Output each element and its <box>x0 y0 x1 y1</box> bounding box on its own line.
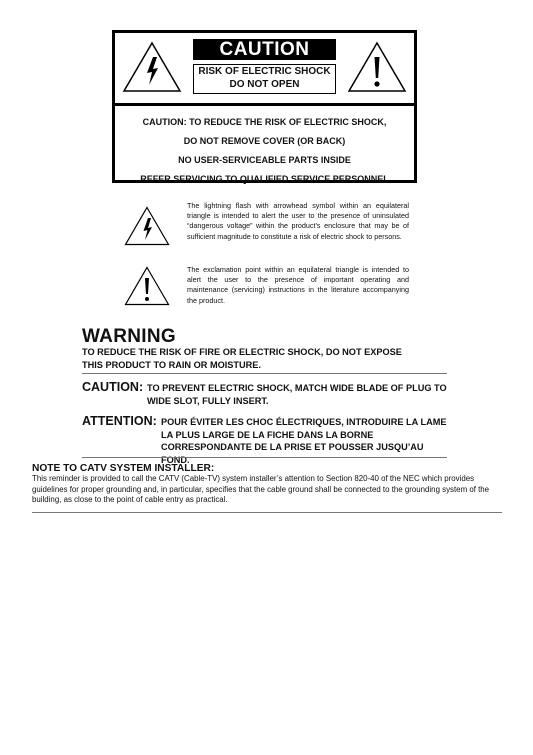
plug-caution-text: TO PREVENT ELECTRIC SHOCK, MATCH WIDE BLADE OF PLUG TO WIDE SLOT, FULLY INSERT. <box>147 383 447 406</box>
caution-line: DO NOT REMOVE COVER (OR BACK) <box>183 136 346 146</box>
warning-title: WARNING <box>82 326 176 347</box>
warning-text: TO REDUCE THE RISK OF FIRE OR ELECTRIC SHOCK, DO NOT EXPOSE THIS PRODUCT TO RAIN OR MOISTURE. <box>82 347 402 370</box>
caution-label-header <box>115 33 414 106</box>
attention-label: ATTENTION: <box>82 414 157 428</box>
divider <box>82 373 447 374</box>
caution-line: NO USER-SERVICEABLE PARTS INSIDE <box>178 155 351 165</box>
lightning-warning-icon <box>122 41 182 93</box>
caution-label-box <box>112 30 417 183</box>
lightning-triangle-icon <box>124 206 170 246</box>
attention-text: POUR ÉVITER LES CHOC ÉLECTRIQUES, INTRODUIRE LA LAME LA PLUS LARGE DE LA FICHE DANS LA BORNE CORRESPONDANTE DE LA PRISE ET POUSSER JUSQU’AU FOND. <box>161 417 447 465</box>
caution-line: CAUTION: TO REDUCE THE RISK OF ELECTRIC SHOCK, <box>142 117 387 127</box>
caution-instructions <box>115 113 414 189</box>
exclamation-warning-icon <box>347 41 407 93</box>
exclamation-triangle-icon <box>124 266 170 306</box>
lightning-symbol-description: The lightning flash with arrowhead symbol within an equilateral triangle is intended to alert the user to the presence of uninsulated “dangerous voltage” within the product’s enclosure that may be of sufficient magnitude to constitute a risk of electric shock to persons. <box>187 201 409 241</box>
caution-banner: CAUTION <box>193 39 336 60</box>
divider <box>32 512 502 513</box>
divider <box>82 457 447 458</box>
exclamation-symbol-description: The exclamation point within an equilateral triangle is intended to alert the user to the presence of important operating and maintenance (servicing) instructions in the literature accompanying the product. <box>187 265 409 305</box>
caution-subtitle-line2: DO NOT OPEN <box>229 78 300 90</box>
plug-caution-label: CAUTION: <box>82 380 144 394</box>
catv-note-text: This reminder is provided to call the CATV (Cable-TV) system installer’s attention to Section 820-40 of the NEC which provides guidelines for proper grounding and, in particular, specifies that the cable ground shall be connected to the grounding system of the building, as close to the point of cable entry as practical. <box>32 474 490 505</box>
catv-note-title: NOTE TO CATV SYSTEM INSTALLER: <box>32 463 215 474</box>
caution-subtitle-line1: RISK OF ELECTRIC SHOCK <box>198 66 331 77</box>
caution-subtitle <box>193 64 336 94</box>
caution-line: REFER SERVICING TO QUALIFIED SERVICE PERSONNEL <box>140 174 389 184</box>
